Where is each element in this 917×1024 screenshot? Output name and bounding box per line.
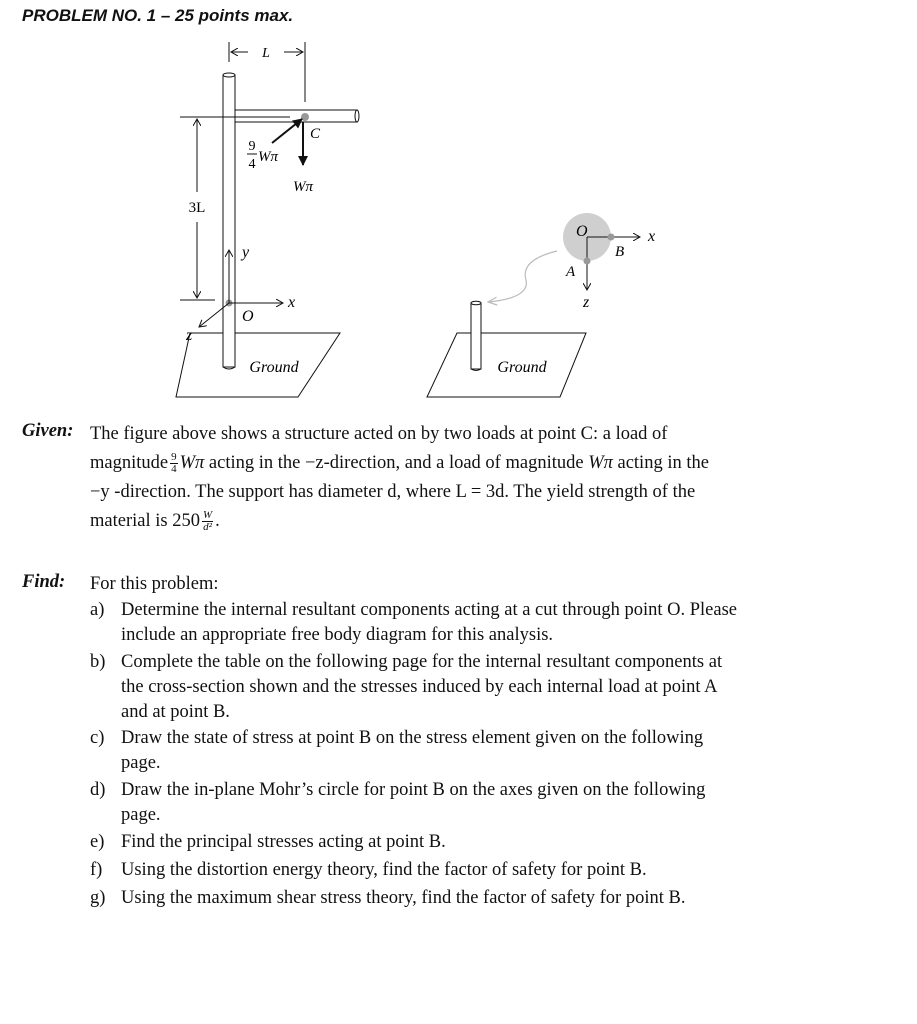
svg-text:x: x: [648, 228, 656, 245]
find-item-a: a) Determine the internal resultant components acting at a cut through point O. Please include an appropriate free body diagram for this analysis.: [90, 600, 737, 645]
find-intro: For this problem:: [90, 574, 219, 594]
svg-text:9: 9: [248, 139, 256, 154]
svg-text:z: z: [186, 327, 193, 344]
dim-3L-label: 3L: [188, 200, 206, 216]
svg-text:z: z: [583, 294, 590, 311]
origin-O-label: O: [242, 308, 254, 325]
problem-figure: [0, 30, 917, 410]
find-item-d: d) Draw the in-plane Mohr’s circle for point B on the axes given on the following page.: [90, 780, 706, 825]
find-item-g: g) Using the maximum shear stress theory, find the factor of safety for point B.: [90, 888, 686, 908]
problem-title: PROBLEM NO. 1 – 25 points max.: [22, 6, 294, 25]
find-item-c: c) Draw the state of stress at point B on the stress element given on the following page.: [90, 728, 704, 773]
svg-text:4: 4: [248, 157, 256, 172]
left-structure: [176, 42, 359, 397]
find-item-f: f) Using the distortion energy theory, find the factor of safety for point B.: [90, 860, 647, 880]
svg-text:Ground: Ground: [249, 359, 299, 376]
dim-L-label: L: [262, 46, 270, 61]
given-text: The figure above shows a structure acted on by two loads at point C: a load of magnitude $\frac{9}{4}$ Wπ acting in the −z-direction, and a load of magnitude Wπ acting in the −y -direction. The support has diameter d, where L = 3d. The yield strength of the material is 250 $\frac{W}{\text{d²}}$ .: [90, 424, 709, 534]
right-structure: [427, 213, 655, 397]
load-Wpi-label: Wπ: [293, 179, 314, 195]
point-B-label: B: [615, 244, 625, 260]
find-label: Find:: [22, 572, 66, 592]
given-label: Given:: [22, 421, 74, 441]
svg-text:y: y: [242, 244, 250, 261]
load-9-4-Wpi-label: Wπ: [258, 149, 279, 165]
svg-text:Ground: Ground: [497, 359, 547, 376]
svg-text:x: x: [288, 294, 296, 311]
svg-text:O: O: [576, 223, 588, 240]
point-A-label: A: [566, 264, 576, 280]
structure-diagram: [0, 30, 917, 410]
point-C-label: C: [310, 126, 321, 142]
find-item-e: e) Find the principal stresses acting at point B.: [90, 832, 446, 852]
find-item-b: b) Complete the table on the following page for the internal resultant components at the cross-section shown and the stresses induced by each internal load at point A and at point B.: [90, 652, 723, 722]
